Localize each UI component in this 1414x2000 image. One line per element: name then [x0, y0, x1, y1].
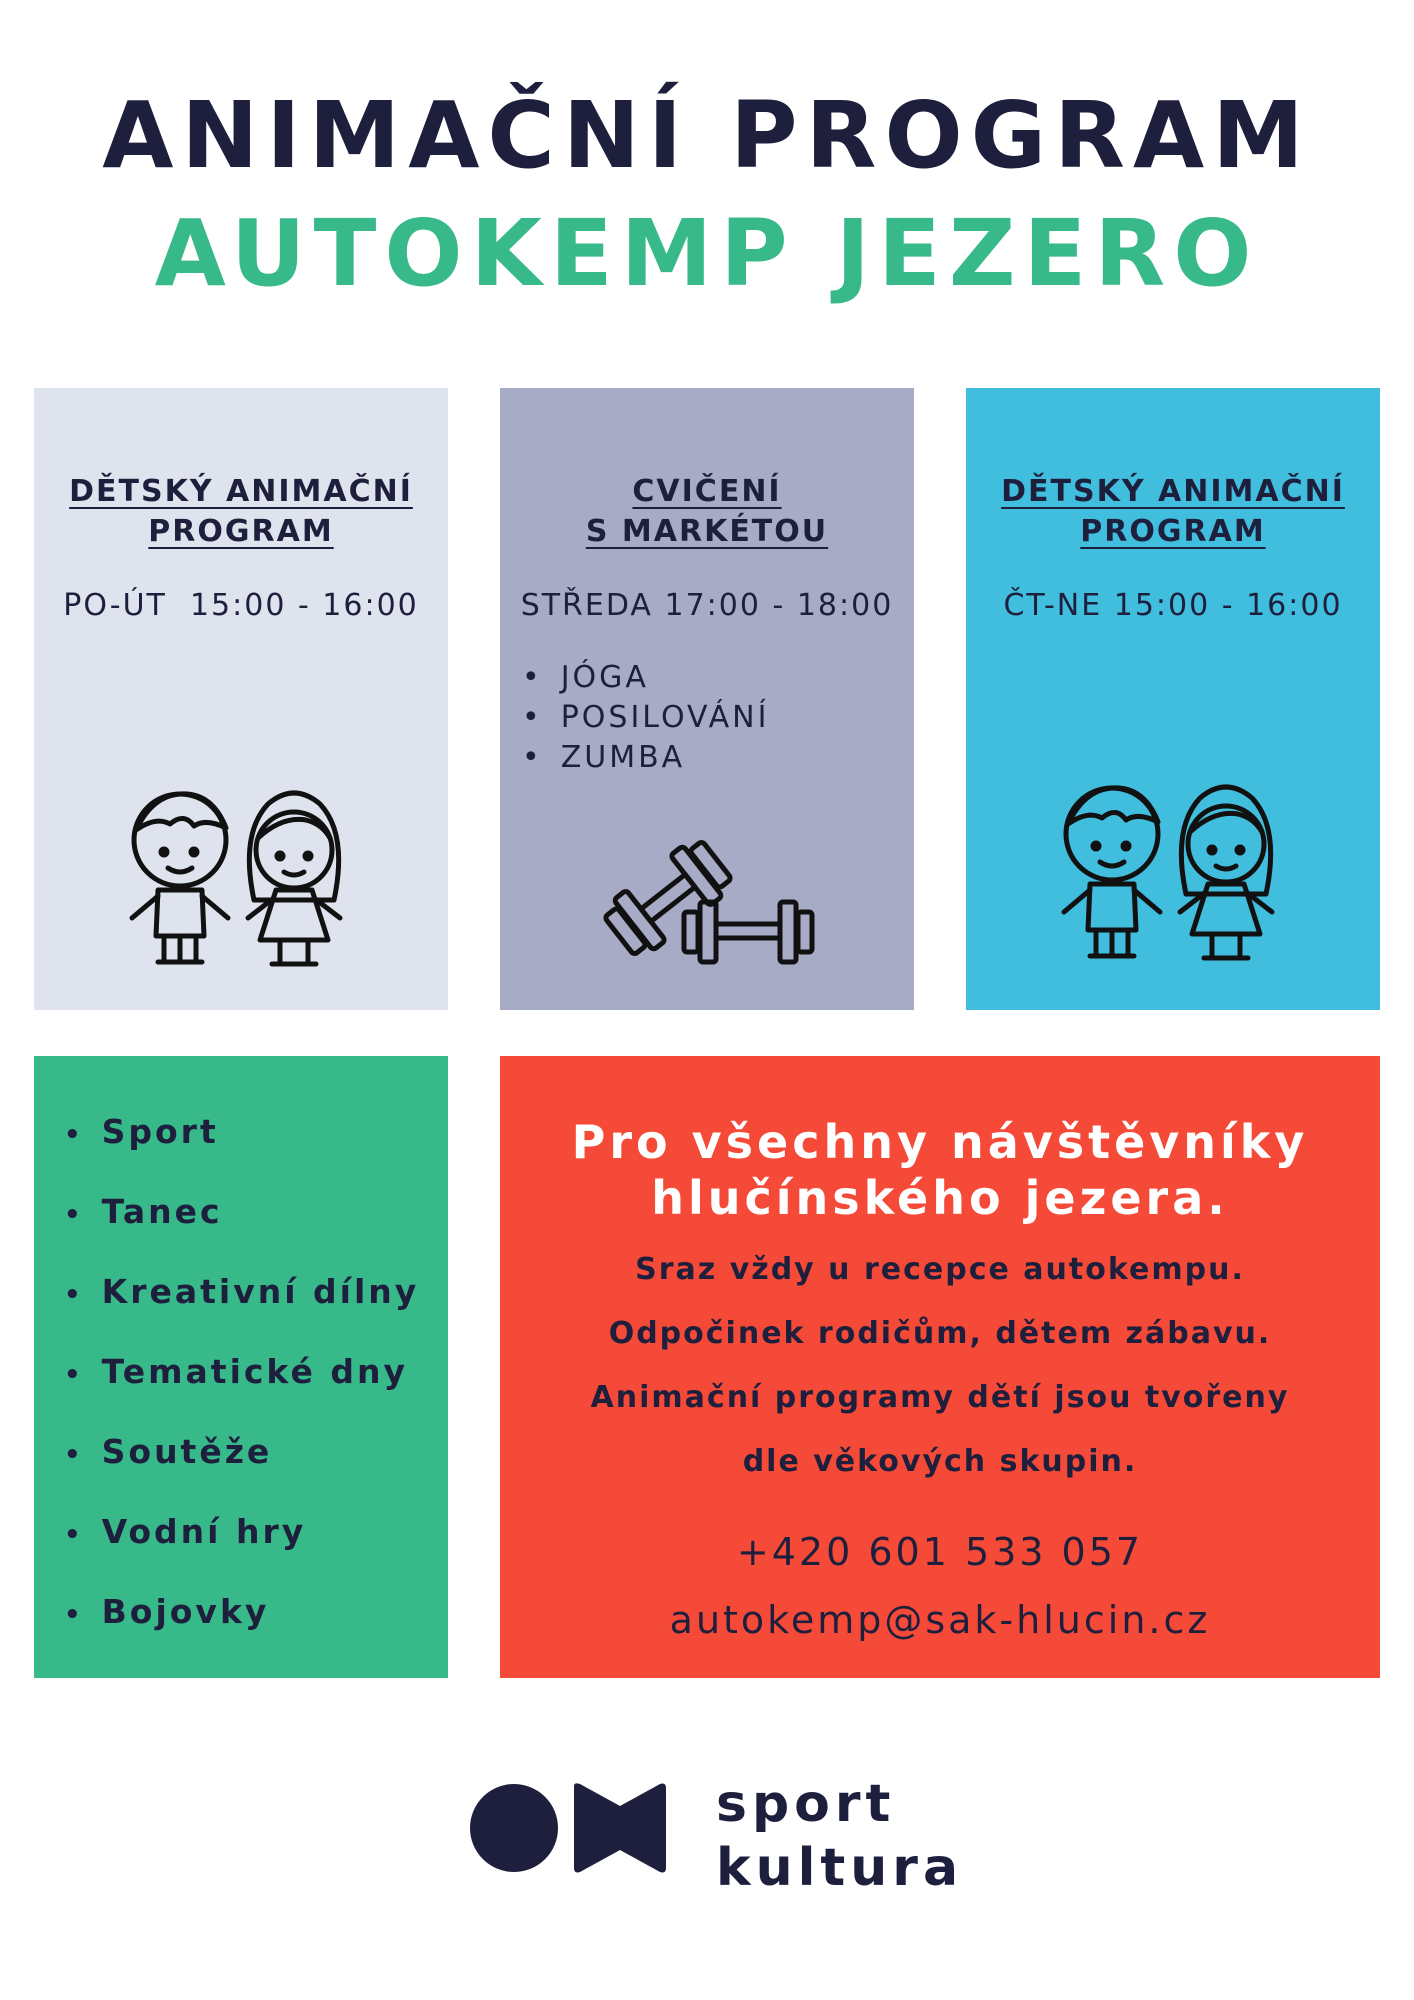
info-line: Sraz vždy u recepce autokempu. — [635, 1252, 1245, 1287]
page-subtitle: AUTOKEMP JEZERO — [154, 200, 1260, 307]
exercise-card — [500, 388, 914, 1010]
info-line: Odpočinek rodičům, dětem zábavu. — [608, 1316, 1272, 1351]
activities-list — [64, 1112, 419, 1672]
list-item: • Vodní hry — [64, 1512, 419, 1592]
list-item: • Bojovky — [64, 1592, 419, 1672]
logo-text: sport kultura — [716, 1774, 964, 1898]
card-time: PO-ÚT 15:00 - 16:00 — [63, 588, 419, 623]
list-item: • Tematické dny — [64, 1352, 419, 1432]
info-line: dle věkových skupin. — [742, 1444, 1138, 1479]
children-icon — [1054, 772, 1294, 972]
card-time: ČT-NE 15:00 - 16:00 — [1003, 588, 1343, 623]
info-card — [500, 1056, 1380, 1678]
list-item: • Kreativní dílny — [64, 1272, 419, 1352]
list-item: • Soutěže — [64, 1432, 419, 1512]
list-item: • ZUMBA — [522, 738, 769, 778]
list-item: • POSILOVÁNÍ — [522, 698, 769, 738]
card-heading: DĚTSKÝ ANIMAČNÍ PROGRAM — [69, 474, 413, 549]
list-item: • JÓGA — [522, 658, 769, 698]
card-time: STŘEDA 17:00 - 18:00 — [520, 588, 894, 623]
email-link[interactable]: autokemp@sak-hlucin.cz — [669, 1598, 1211, 1642]
kids-program-mon-tue-card — [34, 388, 448, 1010]
page-title: ANIMAČNÍ PROGRAM — [102, 82, 1312, 189]
list-item: • Sport — [64, 1112, 419, 1192]
dumbbells-icon — [588, 828, 828, 978]
info-line: Animační programy dětí jsou tvořeny — [590, 1380, 1290, 1415]
children-icon — [122, 778, 362, 978]
phone-number[interactable]: +420 601 533 057 — [736, 1530, 1144, 1574]
exercise-list — [522, 658, 769, 778]
kids-program-thu-sun-card — [966, 388, 1380, 1010]
activities-card — [34, 1056, 448, 1678]
info-headline: Pro všechny návštěvníky hlučínského jezera. — [571, 1115, 1309, 1225]
card-heading: CVIČENÍ S MARKÉTOU — [585, 474, 829, 549]
list-item: • Tanec — [64, 1192, 419, 1272]
card-heading: DĚTSKÝ ANIMAČNÍ PROGRAM — [1001, 474, 1345, 549]
sport-kultura-logo-icon — [470, 1782, 666, 1874]
